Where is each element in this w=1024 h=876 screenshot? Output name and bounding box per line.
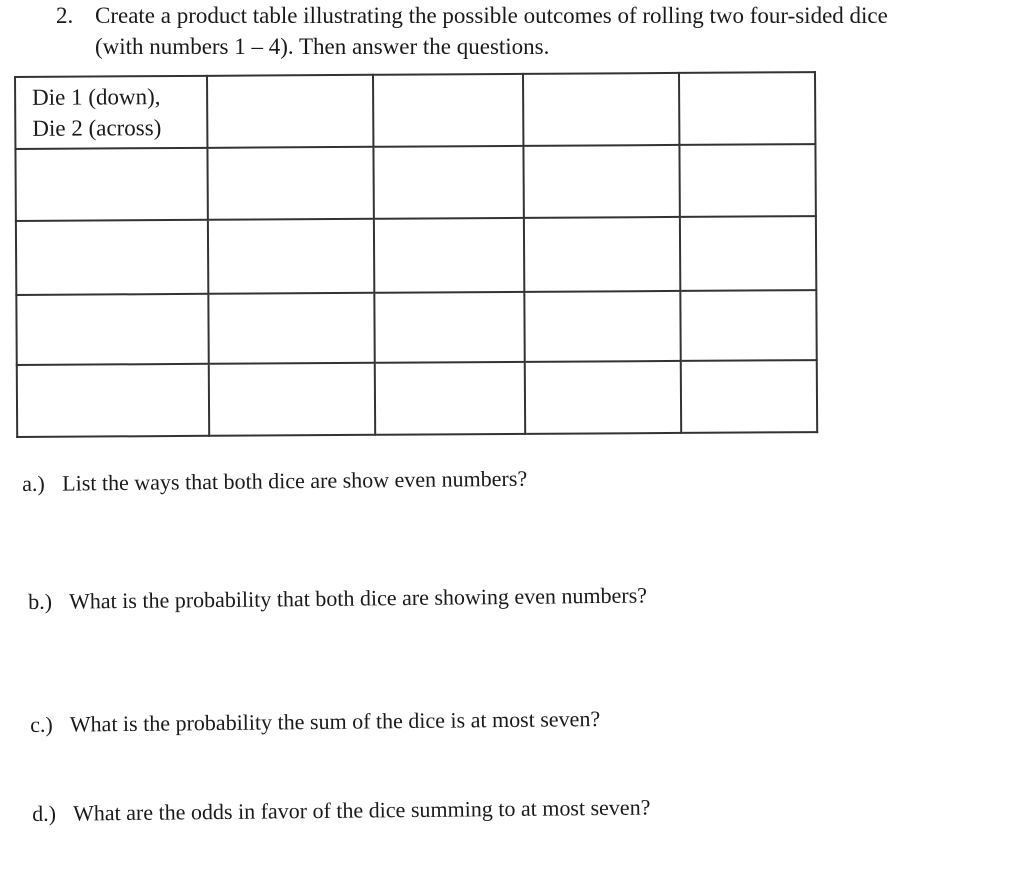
question-c	[30, 705, 600, 739]
table-cell	[17, 364, 209, 437]
table-cell	[525, 361, 681, 434]
table-cell	[524, 291, 680, 362]
problem-number: 2.	[56, 3, 74, 28]
table-cell	[373, 146, 523, 219]
table-cell	[681, 360, 817, 433]
table-cell	[680, 216, 816, 291]
table-cell	[209, 363, 375, 436]
table-cell	[374, 292, 524, 363]
question-d	[32, 794, 651, 828]
question-label: b.)	[28, 588, 53, 614]
table-header-row	[15, 72, 815, 149]
table-cell	[208, 293, 374, 364]
question-text: List the ways that both dice are show even numbers?	[62, 465, 528, 496]
question-text: What are the odds in favor of the dice summing to at most seven?	[72, 794, 651, 826]
table-cell	[523, 145, 679, 218]
table-cell	[15, 148, 207, 221]
problem-text-line-2: (with numbers 1 – 4). Then answer the questions.	[95, 34, 550, 59]
table-cell	[374, 218, 524, 293]
header-label-die-2: Die 2 (across)	[32, 115, 162, 141]
table-cell	[680, 290, 816, 361]
question-a	[22, 465, 527, 498]
table-cell	[373, 74, 523, 147]
question-text: What is the probability that both dice are showing even numbers?	[68, 582, 648, 614]
question-label: d.)	[32, 800, 57, 826]
problem-text-line-1: Create a product table illustrating the possible outcomes of rolling two four-sided dice	[95, 3, 888, 28]
table-cell	[679, 144, 815, 217]
table-corner-cell	[15, 76, 207, 149]
table-row	[15, 144, 815, 221]
table-cell	[523, 73, 679, 146]
question-b	[28, 582, 647, 616]
table-cell	[207, 147, 373, 220]
table-row	[16, 290, 816, 365]
table-row	[16, 216, 816, 295]
product-table	[14, 71, 818, 438]
table-cell	[207, 75, 373, 148]
question-text: What is the probability the sum of the dice is at most seven?	[69, 706, 601, 737]
question-label: c.)	[30, 711, 53, 737]
question-label: a.)	[22, 470, 45, 496]
table-cell	[375, 362, 525, 435]
table-cell	[524, 217, 680, 292]
table-cell	[16, 220, 208, 295]
table-header-label	[16, 77, 206, 144]
table-cell	[208, 219, 374, 294]
table-row	[17, 360, 817, 437]
header-label-die-1: Die 1 (down),	[32, 84, 161, 110]
table-cell	[679, 72, 815, 145]
table-cell	[16, 294, 208, 365]
